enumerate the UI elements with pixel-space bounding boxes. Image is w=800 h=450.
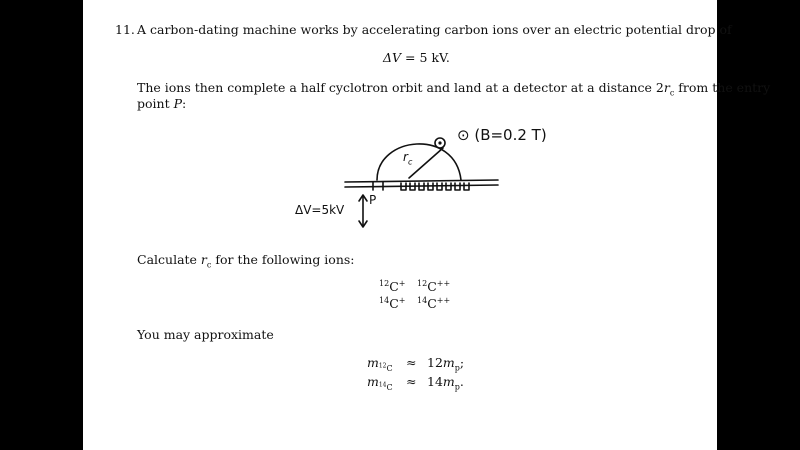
calculate-line xyxy=(137,252,355,270)
approx-var-sub: p xyxy=(454,382,460,392)
ion-entry xyxy=(417,279,450,294)
calc-var: r xyxy=(200,252,207,267)
approx-var: m xyxy=(442,374,455,389)
eq-rhs: 5 kV. xyxy=(419,50,450,65)
eq-rel: = xyxy=(405,50,416,65)
approx-rhs xyxy=(427,374,464,392)
approx-end: ; xyxy=(459,355,465,370)
entry-label: P xyxy=(369,193,377,207)
problem-number: 11. xyxy=(115,22,135,37)
ion-symbol: C xyxy=(389,279,399,294)
point-colon: : xyxy=(182,96,187,111)
approx-m-mass: 12 xyxy=(378,361,387,369)
ion-mass: 14 xyxy=(417,295,428,305)
approx-rhs xyxy=(427,355,465,373)
ion-charge: ++ xyxy=(436,295,451,305)
orbit-var-sub: c xyxy=(669,88,675,98)
ion-mass: 12 xyxy=(417,278,428,288)
approx-coef: 14 xyxy=(427,374,443,389)
cyclotron-sketch xyxy=(83,0,717,240)
approx-rel: ≈ xyxy=(406,374,417,389)
approx-m-sub xyxy=(378,361,393,373)
document-page xyxy=(83,0,771,450)
ion-mass: 12 xyxy=(379,278,390,288)
ion-symbol: C xyxy=(389,296,399,311)
approx-m: m xyxy=(367,374,379,389)
point-var: P xyxy=(173,96,182,111)
approx-var-sub: p xyxy=(454,363,460,373)
radius-sub: c xyxy=(407,157,413,167)
approx-lhs xyxy=(367,355,393,373)
calc-text-b: for the following ions: xyxy=(211,252,355,267)
radius-letter: r xyxy=(403,150,408,164)
ion-charge: + xyxy=(398,295,406,305)
approximation-row xyxy=(367,355,487,371)
calc-text-a: Calculate xyxy=(137,252,201,267)
ion-charge: + xyxy=(398,278,406,288)
ion-charge: ++ xyxy=(436,278,451,288)
approx-end: . xyxy=(459,374,464,389)
approx-rel: ≈ xyxy=(406,355,417,370)
ion-entry xyxy=(379,279,405,294)
approx-m-sym: C xyxy=(386,363,393,373)
ion-entry xyxy=(417,296,450,311)
ion-entry xyxy=(379,296,405,311)
ion-symbol: C xyxy=(427,279,437,294)
radius-label xyxy=(403,150,412,165)
approx-lhs xyxy=(367,374,393,392)
radius-line xyxy=(409,148,443,178)
approximate-line: You may approximate xyxy=(137,327,274,342)
problem-intro: A carbon-dating machine works by accelerating carbon ions over an electric potential drop of xyxy=(137,22,732,37)
point-text: point xyxy=(137,96,174,111)
ion-mass: 14 xyxy=(379,295,390,305)
ion-symbol: C xyxy=(427,296,437,311)
orbit-text-b: from the entry xyxy=(674,80,771,95)
approx-var: m xyxy=(442,355,455,370)
field-symbol-dot xyxy=(438,141,441,144)
approx-m: m xyxy=(367,355,379,370)
calc-var-sub: c xyxy=(206,260,212,270)
eq-lhs: ΔV xyxy=(383,50,402,65)
orbit-text-a: The ions then complete a half cyclotron orbit and land at a detector at a distance 2 xyxy=(137,80,664,95)
approximation-row xyxy=(367,374,487,390)
approx-m-sym: C xyxy=(386,382,393,392)
approx-coef: 12 xyxy=(427,355,443,370)
orbit-arc xyxy=(377,144,461,180)
voltage-label: ΔV=5kV xyxy=(295,203,345,217)
approx-m-mass: 14 xyxy=(378,380,387,388)
field-label: ⊙ (B=0.2 T) xyxy=(457,126,547,144)
orbit-var: r xyxy=(663,80,670,95)
approx-m-sub xyxy=(378,380,393,392)
